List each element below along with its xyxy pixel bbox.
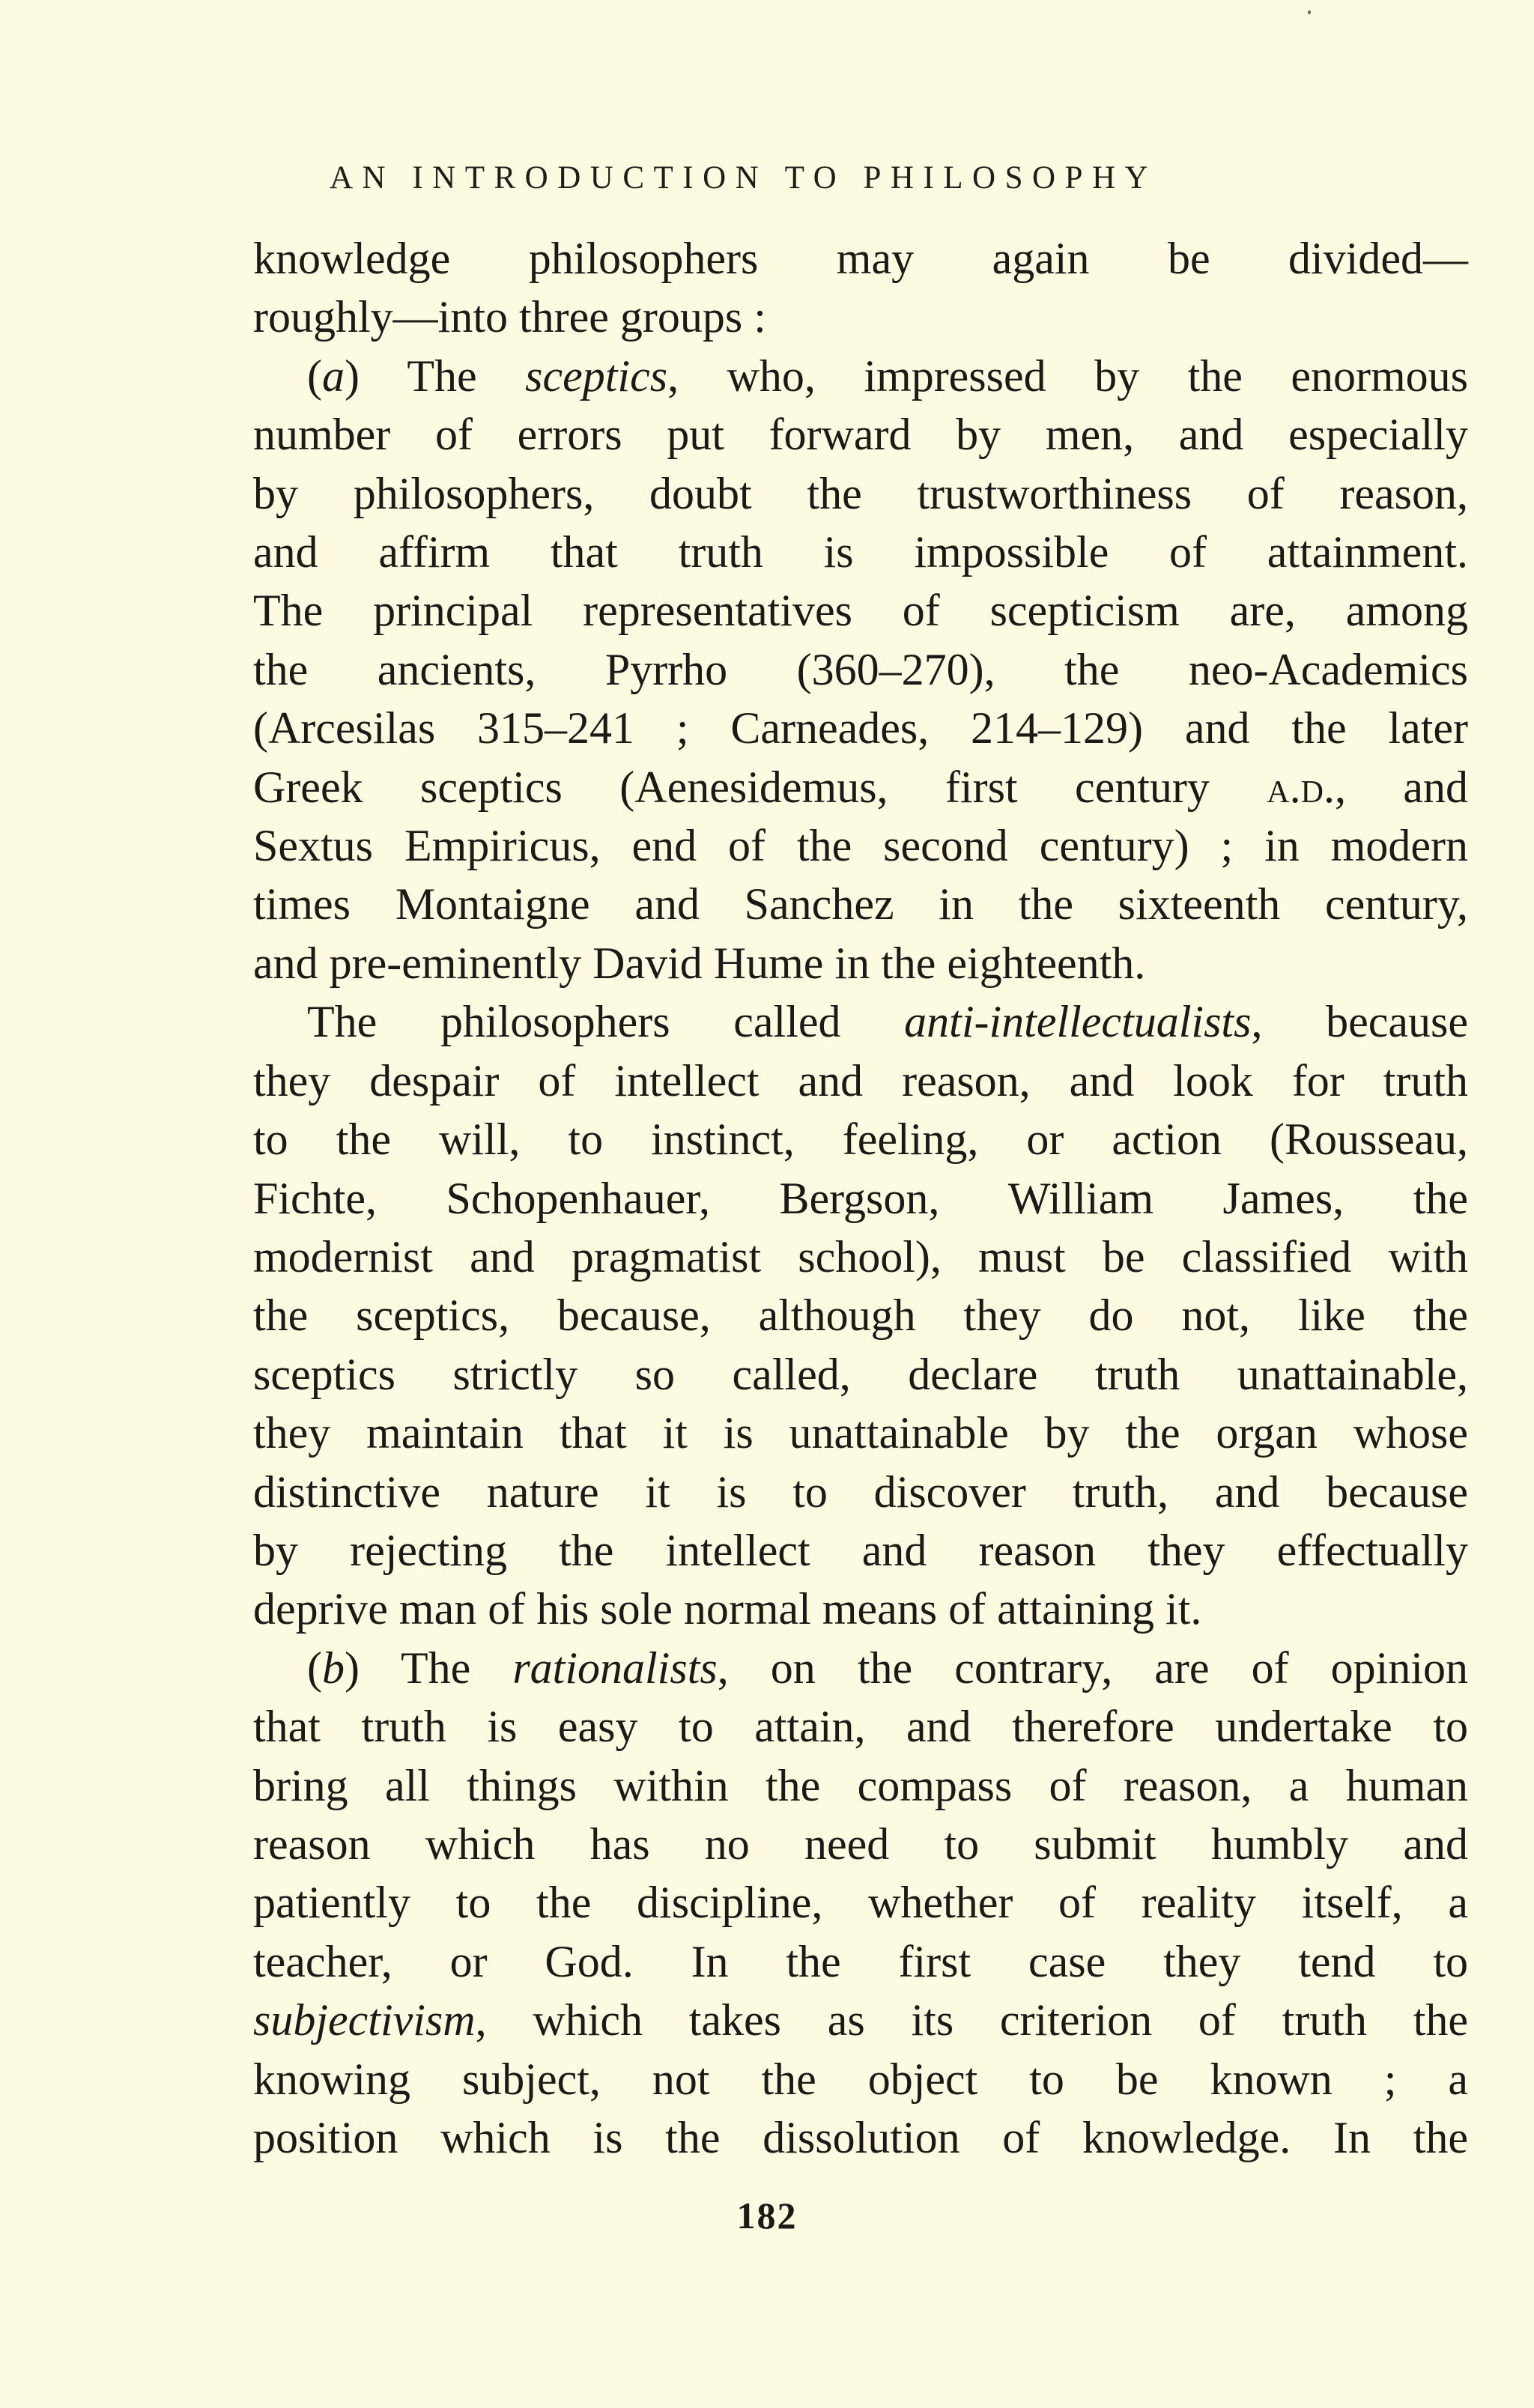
text-line: The principal representatives of scepticism are, among xyxy=(253,586,1468,636)
text-line: (b) The rationalists, on the contrary, are of opinion xyxy=(307,1643,1468,1693)
text-line: teacher, or God. In the first case they tend to xyxy=(253,1936,1468,1986)
body-text xyxy=(253,229,1468,2167)
text-line: (Arcesilas 315–241 ; Carneades, 214–129) and the later xyxy=(253,703,1468,753)
text-line: Greek sceptics (Aenesidemus, first century a.d., and xyxy=(253,762,1468,812)
text-line: The philosophers called anti-intellectualists, because xyxy=(307,997,1468,1047)
text-line: they maintain that it is unattainable by the organ whose xyxy=(253,1408,1468,1458)
emphasized-term: sceptics xyxy=(525,351,668,401)
scan-speck xyxy=(1308,10,1311,14)
text-line: and pre-eminently David Hume in the eighteenth. xyxy=(253,938,1146,988)
text-line: by philosophers, doubt the trustworthiness of reason, xyxy=(253,468,1468,518)
emphasized-term: subjectivism xyxy=(253,1995,476,2045)
text-line: sceptics strictly so called, declare truth unattainable, xyxy=(253,1349,1468,1399)
text-line: to the will, to instinct, feeling, or action (Rousseau, xyxy=(253,1114,1468,1165)
text-line: roughly—into three groups : xyxy=(253,292,766,342)
text-line: (a) The sceptics, who, impressed by the enormous xyxy=(307,351,1468,401)
text-line: modernist and pragmatist school), must be classified with xyxy=(253,1231,1468,1282)
text-line: knowledge philosophers may again be divided— xyxy=(253,234,1468,283)
emphasized-term: anti-intellectualists xyxy=(904,997,1252,1047)
text-line: number of errors put forward by men, and especially xyxy=(253,410,1468,460)
text-line: knowing subject, not the object to be known ; a xyxy=(253,2054,1468,2104)
emphasized-term: rationalists xyxy=(512,1643,718,1693)
page-number: 182 xyxy=(736,2195,798,2236)
text-line: Sextus Empiricus, end of the second century) ; in modern xyxy=(253,821,1468,871)
text-line: that truth is easy to attain, and therefore undertake to xyxy=(253,1702,1468,1752)
text-line: subjectivism, which takes as its criterion of truth the xyxy=(253,1995,1468,2045)
text-line: they despair of intellect and reason, and look for truth xyxy=(253,1055,1468,1106)
text-line: and affirm that truth is impossible of attainment. xyxy=(253,527,1468,577)
text-line: patiently to the discipline, whether of reality itself, a xyxy=(253,1878,1468,1928)
text-line: distinctive nature it is to discover truth, and because xyxy=(253,1467,1468,1517)
text-line: the sceptics, because, although they do not, like the xyxy=(253,1291,1468,1341)
text-line: deprive man of his sole normal means of attaining it. xyxy=(253,1584,1202,1634)
enumeration-letter: b xyxy=(321,1643,345,1693)
era-abbreviation: a.d. xyxy=(1267,762,1335,812)
running-head: AN INTRODUCTION TO PHILOSOPHY xyxy=(330,160,1158,195)
text-line: bring all things within the compass of reason, a human xyxy=(253,1760,1468,1810)
text-line: the ancients, Pyrrho (360–270), the neo-Academics xyxy=(253,644,1468,694)
text-line: Fichte, Schopenhauer, Bergson, William James, the xyxy=(253,1173,1468,1223)
text-line: reason which has no need to submit humbly and xyxy=(253,1819,1468,1869)
text-line: times Montaigne and Sanchez in the sixteenth century, xyxy=(253,879,1468,929)
text-line: by rejecting the intellect and reason they effectually xyxy=(253,1525,1468,1575)
enumeration-letter: a xyxy=(321,351,345,401)
text-line: position which is the dissolution of knowledge. In the xyxy=(253,2113,1468,2162)
